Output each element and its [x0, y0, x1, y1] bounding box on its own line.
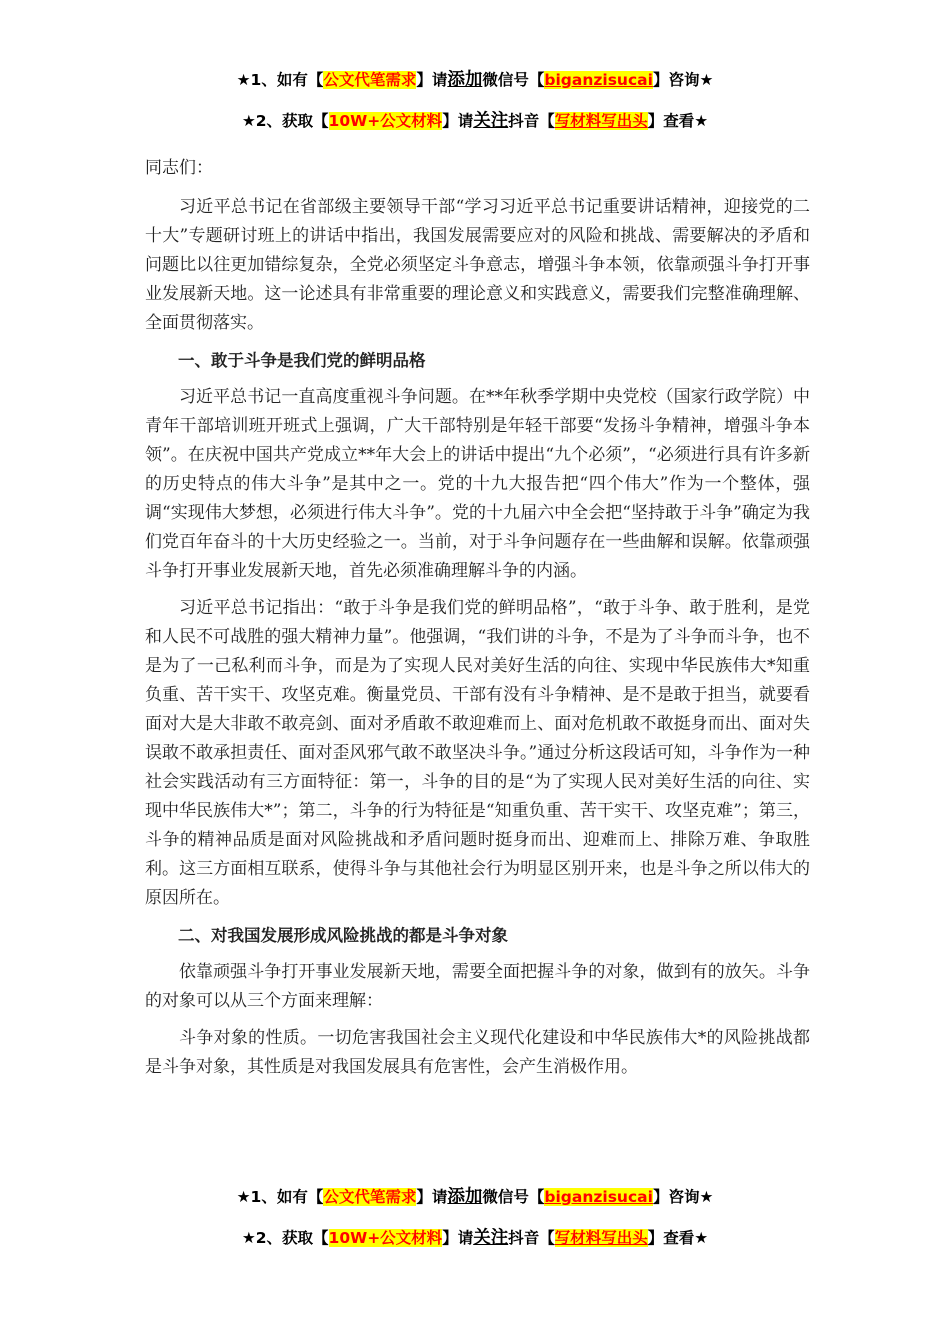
- paragraph-1: 习近平总书记一直高度重视斗争问题。在**年秋季学期中央党校（国家行政学院）中青年干部培训班开班式上强调，广大干部特别是年轻干部要“发扬斗争精神，增强斗争本领”。在庆祝中国共产党成立**年大会上的讲话中提出“九个必须”，“必须进行具有许多新的历史特点的伟大斗争”是其中之一。党的十九大报告把“四个伟大”作为一个整体，强调“实现伟大梦想，必须进行伟大斗争”。党的十九届六中全会把“坚持敢于斗争”确定为我们党百年奋斗的十大历史经验之一。当前，对于斗争问题存在一些曲解和误解。依靠顽强斗争打开事业发展新天地，首先必须准确理解斗争的内涵。: [145, 387, 810, 581]
- highlight-text: 10W+公文材料: [328, 1229, 443, 1247]
- highlight-text: 10W+公文材料: [328, 112, 443, 130]
- banner-text: ★2、获取【: [241, 112, 329, 130]
- banner-top-line2: [0, 110, 950, 132]
- douyin-account-link[interactable]: 写材料写出头: [554, 112, 648, 130]
- banner-text: 】查看★: [647, 1229, 709, 1247]
- document-body: [145, 154, 810, 1082]
- banner-text: 】查看★: [647, 112, 709, 130]
- banner-text: 微信号【: [482, 71, 545, 89]
- banner-text: 】请: [416, 1188, 448, 1206]
- greeting: 同志们：: [145, 158, 213, 178]
- emphasis-text: 关注: [473, 1228, 509, 1248]
- banner-text: 】请: [442, 112, 474, 130]
- banner-text: ★2、获取【: [241, 1229, 329, 1247]
- banner-text: 抖音【: [508, 1229, 555, 1247]
- section-heading-1: 一、敢于斗争是我们党的鲜明品格: [178, 351, 426, 370]
- paragraph-2: 习近平总书记指出：“敢于斗争是我们党的鲜明品格”，“敢于斗争、敢于胜利，是党和人民不可战胜的强大精神力量”。他强调，“我们讲的斗争，不是为了斗争而斗争，也不是为了一己私利而斗争，而是为了实现人民对美好生活的向往、实现中华民族伟大*知重负重、苦干实干、攻坚克难。衡量党员、干部有没有斗争精神、是不是敢于担当，就要看面对大是大非敢不敢亮剑、面对矛盾敢不敢迎难而上、面对危机敢不敢挺身而出、面对失误敢不敢承担责任、面对歪风邪气敢不敢坚决斗争。”通过分析这段话可知，斗争作为一种社会实践活动有三方面特征：第一，斗争的目的是“为了实现人民对美好生活的向往、实现中华民族伟大*”；第二，斗争的行为特征是“知重负重、苦干实干、攻坚克难”；第三，斗争的精神品质是面对风险挑战和矛盾问题时挺身而出、迎难而上、排除万难、争取胜利。这三方面相互联系，使得斗争与其他社会行为明显区别开来，也是斗争之所以伟大的原因所在。: [145, 598, 810, 908]
- banner-top-line1: [0, 69, 950, 91]
- highlight-text: 公文代笔需求: [323, 1188, 417, 1206]
- emphasis-text: 添加: [447, 70, 483, 90]
- banner-text: 】咨询★: [652, 71, 714, 89]
- emphasis-text: 关注: [473, 111, 509, 131]
- banner-bottom-line1: [0, 1186, 950, 1208]
- banner-text: 抖音【: [508, 112, 555, 130]
- highlight-text: 公文代笔需求: [323, 71, 417, 89]
- paragraph-3: 依靠顽强斗争打开事业发展新天地，需要全面把握斗争的对象，做到有的放矢。斗争的对象可以从三个方面来理解：: [145, 962, 810, 1011]
- section-heading-2: 二、对我国发展形成风险挑战的都是斗争对象: [178, 926, 508, 945]
- douyin-account-link[interactable]: 写材料写出头: [554, 1229, 648, 1247]
- banner-text: ★1、如有【: [236, 71, 324, 89]
- emphasis-text: 添加: [447, 1187, 483, 1207]
- banner-text: 】请: [416, 71, 448, 89]
- banner-bottom-line2: [0, 1227, 950, 1249]
- banner-text: 微信号【: [482, 1188, 545, 1206]
- intro-paragraph: 习近平总书记在省部级主要领导干部“学习习近平总书记重要讲话精神，迎接党的二十大”专题研讨班上的讲话中指出，我国发展需要应对的风险和挑战、需要解决的矛盾和问题比以往更加错综复杂，全党必须坚定斗争意志，增强斗争本领，依靠顽强斗争打开事业发展新天地。这一论述具有非常重要的理论意义和实践意义，需要我们完整准确理解、全面贯彻落实。: [145, 197, 810, 333]
- paragraph-4: 斗争对象的性质。一切危害我国社会主义现代化建设和中华民族伟大*的风险挑战都是斗争对象，其性质是对我国发展具有危害性，会产生消极作用。: [145, 1028, 810, 1077]
- wechat-id-link[interactable]: biganzisucai: [544, 71, 653, 89]
- wechat-id-link[interactable]: biganzisucai: [544, 1188, 653, 1206]
- banner-text: ★1、如有【: [236, 1188, 324, 1206]
- banner-text: 】请: [442, 1229, 474, 1247]
- banner-text: 】咨询★: [652, 1188, 714, 1206]
